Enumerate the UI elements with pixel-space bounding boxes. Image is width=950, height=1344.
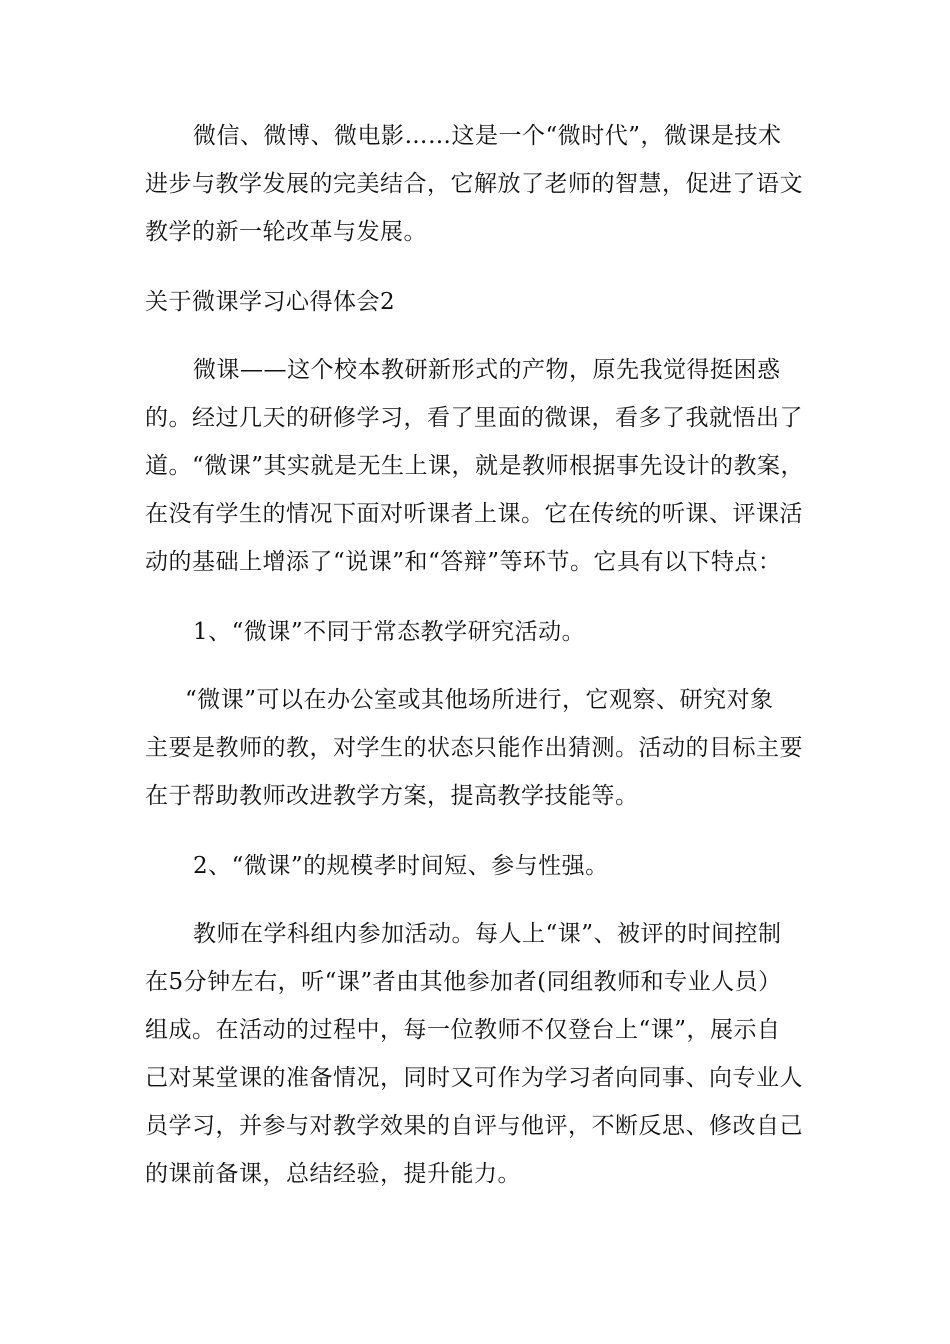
section-heading: 关于微课学习心得体会2	[145, 289, 396, 315]
paragraph-4-line-6: 的课前备课，总结经验，提升能力。	[145, 1161, 521, 1187]
paragraph-4-line-2: 在5分钟左右，听“课”者由其他参加者(同组教师和专业人员）	[145, 969, 782, 995]
paragraph-4-line-4: 己对某堂课的准备情况，同时又可作为学习者向同事、向专业人	[145, 1065, 803, 1091]
paragraph-3-line-2: 主要是教师的教，对学生的状态只能作出猜测。活动的目标主要	[145, 735, 803, 761]
paragraph-3-line-3: 在于帮助教师改进教学方案，提高教学技能等。	[145, 783, 639, 809]
paragraph-4-line-1: 教师在学科组内参加活动。每人上“课”、被评的时间控制	[193, 921, 782, 947]
paragraph-2-line-1: 微课——这个校本教研新形式的产物，原先我觉得挺困惑	[193, 357, 781, 383]
paragraph-1-line-3: 教学的新一轮改革与发展。	[145, 219, 427, 245]
paragraph-1-line-1: 微信、微博、微电影……这是一个“微时代”，微课是技术	[193, 123, 782, 149]
paragraph-2-line-2: 的。经过几天的研修学习，看了里面的微课，看多了我就悟出了	[145, 405, 803, 431]
paragraph-1-line-2: 进步与教学发展的完美结合，它解放了老师的智慧，促进了语文	[145, 171, 803, 197]
list-item-2: 2、“微课”的规模孝时间短、参与性强。	[193, 853, 609, 879]
paragraph-2-line-4: 在没有学生的情况下面对听课者上课。它在传统的听课、评课活	[145, 501, 803, 527]
paragraph-2-line-3: 道。“微课”其实就是无生上课，就是教师根据事先设计的教案，	[145, 453, 805, 479]
paragraph-2-line-5: 动的基础上增添了“说课”和“答辩”等环节。它具有以下特点：	[145, 549, 782, 575]
paragraph-4-line-3: 组成。在活动的过程中，每一位教师不仅登台上“课”，展示自	[145, 1017, 781, 1043]
paragraph-3-line-1: “微课”可以在办公室或其他场所进行，它观察、研究对象	[185, 687, 774, 713]
list-item-1: 1、“微课”不同于常态教学研究活动。	[193, 619, 586, 645]
paragraph-4-line-5: 员学习，并参与对教学效果的自评与他评，不断反思、修改自己	[145, 1113, 803, 1139]
